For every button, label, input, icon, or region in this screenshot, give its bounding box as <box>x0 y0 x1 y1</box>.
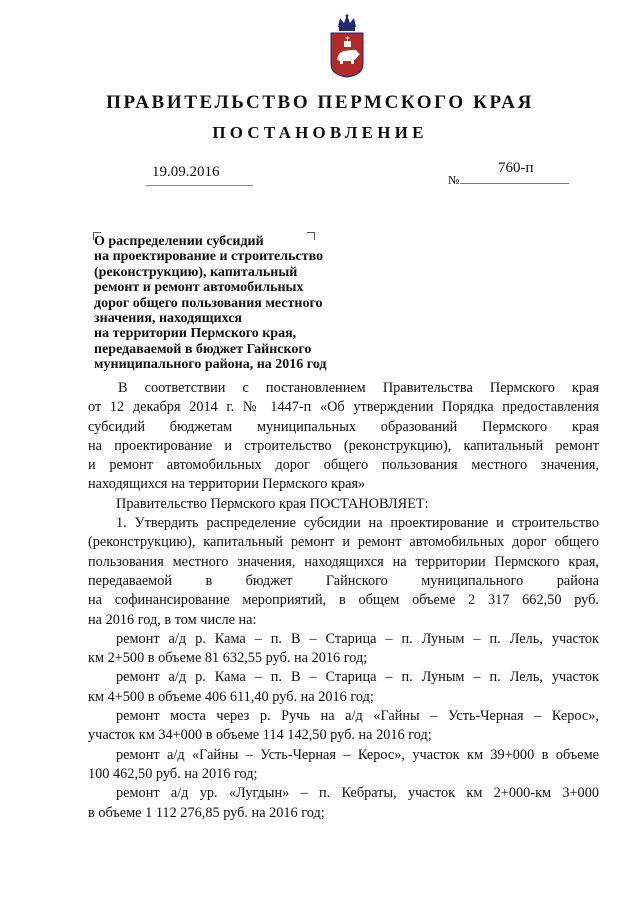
body-line: на софинансирование мероприятий, в общем объеме 2 317 662,50 руб. <box>88 592 599 609</box>
body-line: 1. Утвердить распределение субсидии на проектирование и строительство <box>116 515 599 532</box>
document-number: 760-п <box>498 160 534 176</box>
number-sign: № <box>448 173 460 187</box>
body-line: передаваемой в бюджет Гайнского муниципального района <box>88 572 599 589</box>
perm-krai-coat-of-arms-icon <box>329 14 365 78</box>
body-line: в объеме 1 112 276,85 руб. на 2016 год; <box>88 804 325 821</box>
body-line: ремонт а/д «Гайны – Усть-Черная – Керос», участок км 39+000 в объеме <box>116 746 599 763</box>
body-line: субсидий бюджетам муниципальных образований Пермского края <box>88 418 599 435</box>
body-line: находящихся на территории Пермского края» <box>88 476 366 493</box>
body-line: участок км 34+000 в объеме 114 142,50 руб. на 2016 год; <box>88 727 432 744</box>
body-line: пользования местного значения, находящихся на территории Пермского края, <box>88 553 599 570</box>
subject-line: (реконструкцию), капитальный <box>94 264 298 280</box>
body-line: км 4+500 в объеме 406 611,40 руб. на 2016 год; <box>88 688 374 705</box>
body-line: 100 462,50 руб. на 2016 год; <box>88 765 258 782</box>
subject-line: на территории Пермского края, <box>94 326 297 342</box>
body-line: на проектирование и строительство (реконструкцию), капитальный ремонт <box>88 437 599 454</box>
document-date: 19.09.2016 <box>152 164 220 180</box>
body-line: и ремонт автомобильных дорог общего пользования местного значения, <box>88 457 599 474</box>
body-line: В соответствии с постановлением Правительства Пермского края <box>118 380 599 396</box>
date-underline <box>146 185 253 186</box>
subject-line: О распределении субсидий <box>94 234 264 249</box>
body-line: ремонт а/д р. Кама – п. В – Старица – п. Луным – п. Лель, участок <box>116 630 599 647</box>
body-line: (реконструкцию), капитальный ремонт и ремонт автомобильных дорог общего <box>88 534 599 551</box>
subject-block <box>94 234 364 373</box>
number-underline <box>460 183 569 184</box>
government-title: ПРАВИТЕЛЬСТВО ПЕРМСКОГО КРАЯ <box>106 92 534 113</box>
subject-line: передаваемой в бюджет Гайнского <box>94 341 312 357</box>
subject-line: значения, находящихся <box>94 311 243 327</box>
body-line: км 2+500 в объеме 81 632,55 руб. на 2016 год; <box>88 650 368 667</box>
body-line: Правительство Пермского края ПОСТАНОВЛЯЕТ: <box>116 495 429 512</box>
body-line: от 12 декабря 2014 г. № 1447-п «Об утверждении Порядка предоставления <box>88 399 599 416</box>
document-type: ПОСТАНОВЛЕНИЕ <box>212 123 428 142</box>
document-body <box>88 379 599 823</box>
subject-line: ремонт и ремонт автомобильных <box>94 280 304 296</box>
body-line: ремонт моста через р. Ручь на а/д «Гайны – Усть-Черная – Керос», <box>116 708 599 725</box>
subject-line: дорог общего пользования местного <box>94 295 323 311</box>
subject-line: муниципального района, на 2016 год <box>94 357 327 373</box>
body-line: на 2016 год, в том числе на: <box>88 611 257 628</box>
subject-line: на проектирование и строительство <box>94 249 324 265</box>
body-line: ремонт а/д р. Кама – п. В – Старица – п. Луным – п. Лель, участок <box>116 669 599 686</box>
body-line: ремонт а/д ур. «Лугдын» – п. Кебраты, участок км 2+000-км 3+000 <box>116 785 599 802</box>
